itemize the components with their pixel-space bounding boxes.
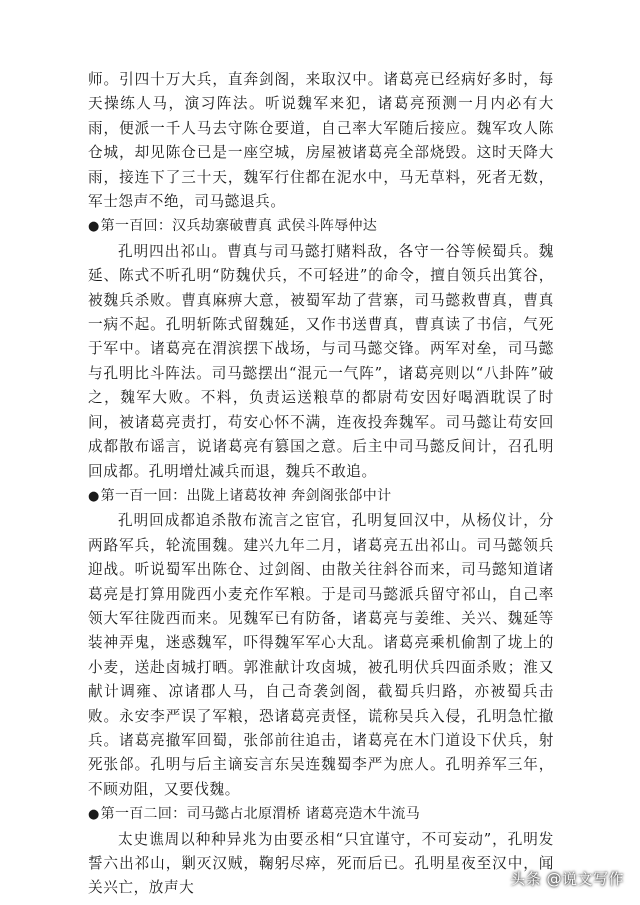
bullet-icon: ● — [88, 219, 100, 235]
chapter-heading-text: 第一百二回：司马懿占北原渭桥 诸葛亮造木牛流马 — [100, 806, 421, 823]
paragraph-4: 太史谯周以种种异兆为由要丞相“只宜谨守，不可妄动”，孔明发誓六出祁山，剿灭汉贼，鞠躬尽瘁，死而后已。孔明星夜至汉中，闻关兴亡，放声大 — [88, 830, 554, 897]
chapter-heading-101 — [88, 484, 554, 509]
paragraph-2: 孔明四出祁山。曹真与司马懿打赌料敌，各守一谷等候蜀兵。魏延、陈式不听孔明“防魏伏兵，不可轻进”的命令，擅自领兵出箕谷，被魏兵杀败。曹真麻痹大意，被蜀军劫了营寨，司马懿救曹真，曹真一病不起。孔明斩陈式留魏延，又作书送曹真，曹真读了书信，气死于军中。诸葛亮在渭滨摆下战场，与司马懿交锋。两军对垒，司马懿与孔明比斗阵法。司马懿摆出“混元一气阵”，诸葛亮则以“八卦阵”破之，魏军大败。不料，负责运送粮草的都尉苟安因好喝酒耽误了时间，被诸葛亮责打，苟安心怀不满，连夜投奔魏军。司马懿让苟安回成都散布谣言，说诸葛亮有篡国之意。后主中司马懿反间计，召孔明回成都。孔明增灶减兵而退，魏兵不敢追。 — [88, 242, 554, 480]
document-page — [88, 68, 554, 901]
chapter-heading-text: 第一百回：汉兵劫寨破曹真 武侯斗阵辱仲达 — [100, 218, 378, 235]
bullet-icon: ● — [88, 807, 100, 823]
paragraph-1: 师。引四十万大兵，直奔剑阁，来取汉中。诸葛亮已经病好多时，每天操练人马，演习阵法。听说魏军来犯，诸葛亮预测一月内必有大雨，便派一千人马去守陈仓要道，自己率大军随后接应。魏军攻人陈仓城，却见陈仓已是一座空城，房屋被诸葛亮全部烧毁。这时天降大雨，接连下了三十天，魏军行住都在泥水中，马无草料，死者无数，军士怨声不绝，司马懿退兵。 — [88, 71, 554, 211]
watermark: 头条 @说文写作 — [510, 870, 624, 888]
chapter-heading-text: 第一百一回：出陇上诸葛妆神 奔剑阁张郃中计 — [100, 487, 392, 504]
bullet-icon: ● — [88, 488, 100, 504]
chapter-heading-100 — [88, 214, 554, 239]
paragraph-3: 孔明回成都追杀散布流言之宦官，孔明复回汉中，从杨仪计，分两路军兵，轮流围魏。建兴九年二月，诸葛亮五出祁山。司马懿领兵迎战。听说蜀军出陈仓、过剑阁、由散关往斜谷而来，司马懿知道诸葛亮是打算用陇西小麦充作军粮。于是司马懿派兵留守祁山，自己率领大军往陇西而来。见魏军已有防备，诸葛亮与姜维、关兴、魏延等装神弄鬼，迷惑魏军，吓得魏军军心大乱。诸葛亮乘机偷割了垅上的小麦，送赴卤城打晒。郭淮献计攻卤城，被孔明伏兵四面杀败；淮又献计调雍、凉诸郡人马，自己奇袭剑阁，截蜀兵归路，亦被蜀兵击败。永安李严误了军粮，恐诸葛亮责怪，谎称吴兵入侵，孔明急忙撤兵。诸葛亮撤军回蜀，张郃前往追击，诸葛亮在木门道设下伏兵，射死张郃。孔明与后主谪妄言东吴连魏蜀李严为庶人。孔明养军三年，不顾劝阻，又要伐魏。 — [88, 512, 554, 798]
chapter-heading-102 — [88, 802, 554, 827]
